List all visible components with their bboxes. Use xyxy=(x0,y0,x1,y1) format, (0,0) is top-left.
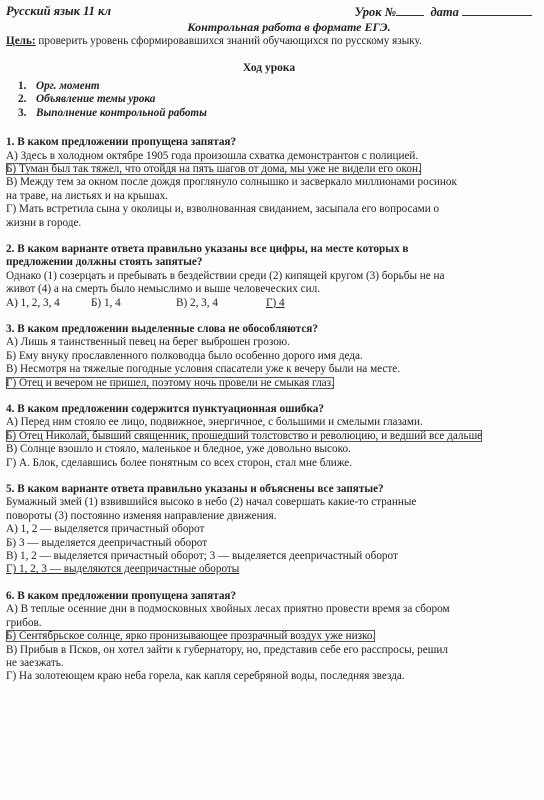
answer-option-cont: жизни в городе. xyxy=(6,216,82,229)
plan-item xyxy=(18,80,532,94)
answer-option: А) Здесь в холодном октябре 1905 года произошла схватка демонстрантов с полицией. xyxy=(6,149,419,162)
task-question: 2. В каком варианте ответа правильно указаны все цифры, на месте которых в xyxy=(6,242,409,255)
task-3 xyxy=(6,323,532,390)
answer-option: В) Несмотря на тяжелые погодные условия спасатели уже к вечеру были на месте. xyxy=(6,363,401,376)
answer-option: Г) А. Блок, сделавшись более понятным со всех сторон, стал мне ближе. xyxy=(6,456,353,469)
date-label: дата xyxy=(430,5,459,19)
task-sentence: повороты (3) постоянно изменяя направление движения. xyxy=(6,509,277,522)
plan-item-num: 3. xyxy=(18,106,27,119)
page-title: Контрольная работа в формате ЕГЭ. xyxy=(187,20,391,34)
plan-list xyxy=(18,80,532,121)
task-6 xyxy=(6,590,532,684)
answer-option-cont: не заезжать. xyxy=(6,656,64,669)
lesson-label: Урок № xyxy=(354,5,397,19)
date-blank xyxy=(462,4,532,16)
plan-item-text: Орг. момент xyxy=(36,79,100,92)
answer-option: В) 1, 2 — выделяется причастный оборот; 3 — выделяется деепричастный оборот xyxy=(6,550,398,563)
plan-item-text: Выполнение контрольной работы xyxy=(36,106,207,119)
answer-option-highlighted: Г) Отец и вечером не пришел, поэтому ночь провели не смыкая глаз. xyxy=(6,376,334,389)
task-sentence: Однако (1) созерцать и пребывать в бездействии среди (2) кипящей кругом (3) борьбы не на xyxy=(6,269,445,282)
task-question: 4. В каком предложении содержится пунктуационная ошибка? xyxy=(6,403,324,415)
answer-option-highlighted: Б) Сентябрьское солнце, ярко пронизывающее прозрачный воздух уже низко. xyxy=(6,630,376,643)
answer-option-highlighted: Б) Туман был так тяжел, что отойдя на пять шагов от дома, мы уже не видели его окон. xyxy=(6,162,421,175)
task-5 xyxy=(6,483,532,577)
header xyxy=(6,4,532,20)
answer-option: А) 1, 2, 3, 4 xyxy=(6,296,60,309)
answer-option-highlighted: Б) Отец Николай, бывший священник, прошедший толстовство и революцию, и ведший все дальше xyxy=(6,429,483,442)
goal-text: проверить уровень сформировавшихся знаний обучающихся по русскому языку. xyxy=(38,35,422,47)
plan-item-text: Объявление темы урока xyxy=(36,93,156,106)
answer-option: В) 2, 3, 4 xyxy=(176,296,218,309)
task-question: 5. В каком варианте ответа правильно указаны и объяснены все запятые? xyxy=(6,483,384,496)
answer-option-highlighted: Г) 1, 2, 3 — выделяются деепричастные обороты xyxy=(6,563,240,576)
answer-option: В) Прибыв в Псков, он хотел зайти к губернатору, но, представив себе его расспросы, решил xyxy=(6,643,448,656)
lesson-date-fields xyxy=(355,4,532,20)
task-sentence: живот (4) а на смерть было немыслимо и выше человеческих сил. xyxy=(6,283,321,296)
answer-option: А) В теплые осенние дни в подмосковных хвойных лесах приятно провести время за сбором xyxy=(6,603,450,616)
goal-label: Цель: xyxy=(6,35,36,47)
task-sentence: Бумажный змей (1) взвившийся высоко в небо (2) начал совершать какие-то странные xyxy=(6,496,417,509)
answer-option: В) Между тем за окном после дождя проглянуло солнышко и засверкало миллионами росинок xyxy=(6,176,457,189)
goal xyxy=(6,35,532,48)
answer-option-highlighted: Г) 4 xyxy=(266,296,285,309)
plan-item-num: 2. xyxy=(18,93,27,106)
lesson-blank xyxy=(396,4,424,16)
subject-label: Русский язык 11 кл xyxy=(6,4,112,18)
answer-option: А) Лишь я таинственный певец на берег выброшен грозою. xyxy=(6,336,290,349)
answer-option-cont: грибов. xyxy=(6,616,42,629)
plan-item xyxy=(18,107,532,121)
answer-option: Г) На золотеющем краю неба горела, как капля серебряной воды, последняя звезда. xyxy=(6,670,405,683)
answer-option: В) Солнце взошло и стояло, маленькое и бледное, уже довольно высоко. xyxy=(6,443,351,456)
task-question: 3. В каком предложении выделенные слова не обособляются? xyxy=(6,322,318,335)
answer-option: А) 1, 2 — выделяется причастный оборот xyxy=(6,523,205,536)
answer-option: Б) 3 — выделяется деепричастный оборот xyxy=(6,536,208,549)
task-2 xyxy=(6,243,532,310)
task-question: 1. В каком предложении пропущена запятая? xyxy=(6,136,237,149)
task-1 xyxy=(6,136,532,230)
task-question: 6. В каком предложении пропущена запятая? xyxy=(6,589,237,602)
answer-option: Б) 1, 4 xyxy=(91,296,121,309)
plan-item-num: 1. xyxy=(18,79,27,92)
answer-option-cont: на траве, на листьях и на крышах. xyxy=(6,189,168,202)
task-4 xyxy=(6,403,532,470)
answer-option: Б) Ему внуку прославленного полководца было особенно дорого имя деда. xyxy=(6,349,363,362)
plan-title: Ход урока xyxy=(242,62,296,74)
answer-options xyxy=(6,297,532,310)
answer-option: А) Перед ним стояло ее лицо, подвижное, энергичное, с большими и смелыми глазами. xyxy=(6,416,423,429)
plan-item xyxy=(18,93,532,107)
answer-option: Г) Мать встретила сына у околицы и, взволнованная свиданием, засыпала его вопросами о xyxy=(6,203,440,216)
task-question-cont: предложении должны стоять запятые? xyxy=(6,256,203,269)
